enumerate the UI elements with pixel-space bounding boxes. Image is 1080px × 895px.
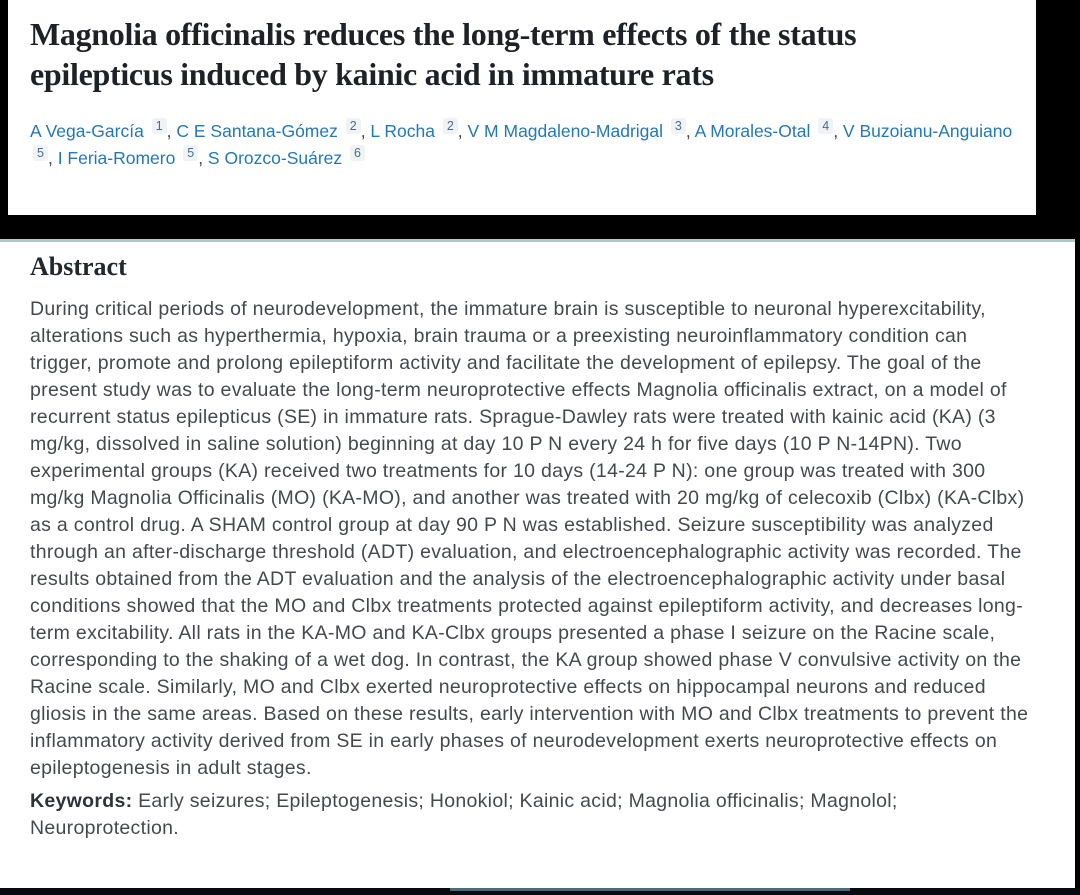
author-affiliation-sup[interactable]: 2 (443, 118, 458, 134)
article-header (8, 0, 1036, 215)
author-link[interactable]: V M Magdaleno-Madrigal (467, 121, 664, 141)
keywords-text: Early seizures; Epileptogenesis; Honokiol; Kainic acid; Magnolia officinalis; Magnolol; Neuroprotection. (30, 790, 898, 839)
keywords-line (30, 788, 1030, 842)
bottom-border-bar (0, 888, 1080, 895)
abstract-text: During critical periods of neurodevelopment, the immature brain is susceptible to neuronal hyperexcitability, alterations such as hyperthermia, hypoxia, brain trauma or a preexisting neuroinflammatory condition can trigger, promote and prolong epileptiform activity and facilitate the development of epilepsy. The goal of the present study was to evaluate the long-term neuroprotective effects Magnolia officinalis extract, on a model of recurrent status epilepticus (SE) in immature rats. Sprague-Dawley rats were treated with kainic acid (KA) (3 mg/kg, dissolved in saline solution) beginning at day 10 P N every 24 h for five days (10 P N-14PN). Two experimental groups (KA) received two treatments for 10 days (14-24 P N): one group was treated with 300 mg/kg Magnolia Officinalis (MO) (KA-MO), and another was treated with 20 mg/kg of celecoxib (Clbx) (KA-Clbx) as a control drug. A SHAM control group at day 90 P N was established. Seizure susceptibility was analyzed through an after-discharge threshold (ADT) evaluation, and electroencephalographic activity was recorded. The results obtained from the ADT evaluation and the analysis of the electroencephalographic activity under basal conditions showed that the MO and Clbx treatments protected against epileptiform activity, and decreases long-term excitability. All rats in the KA-MO and KA-Clbx groups presented a phase I seizure on the Racine scale, corresponding to the shaking of a wet dog. In contrast, the KA group showed phase V convulsive activity on the Racine scale. Similarly, MO and Clbx exerted neuroprotective effects on hippocampal neurons and reduced gliosis in the same areas. Based on these results, early intervention with MO and Clbx treatments to prevent the inflammatory activity derived from SE in early phases of neurodevelopment exerts neuroprotective effects on epileptogenesis in adult stages. (30, 298, 1029, 779)
author-list (30, 118, 1016, 172)
author-separator: , (833, 121, 843, 141)
keywords-label: Keywords: (30, 790, 133, 812)
right-border-bar-bottom (1075, 239, 1080, 888)
author-separator: , (360, 121, 371, 141)
author-affiliation-sup[interactable]: 5 (33, 145, 48, 161)
author-link[interactable]: A Vega-García (30, 121, 144, 141)
author-affiliation-sup[interactable]: 3 (671, 118, 686, 134)
author-separator: , (47, 148, 58, 168)
author-link[interactable]: C E Santana-Gómez (176, 121, 338, 141)
author-separator: , (457, 121, 468, 141)
author-link[interactable]: A Morales-Otal (694, 121, 811, 141)
left-border-bar (0, 0, 8, 215)
author-affiliation-sup[interactable]: 5 (183, 145, 198, 161)
abstract-section (0, 239, 1075, 888)
author-affiliation-sup[interactable]: 1 (152, 118, 167, 134)
author-link[interactable]: L Rocha (370, 121, 435, 141)
right-border-bar-top (1036, 0, 1080, 215)
author-affiliation-sup[interactable]: 4 (818, 118, 833, 134)
author-separator: , (198, 148, 208, 168)
abstract-heading: Abstract (30, 252, 127, 281)
author-link[interactable]: S Orozco-Suárez (207, 148, 343, 168)
article-title: Magnolia officinalis reduces the long-term effects of the status epilepticus induced by kainic acid in immature rats (30, 16, 857, 92)
author-affiliation-sup[interactable]: 6 (350, 145, 365, 161)
section-divider-band (0, 215, 1080, 239)
author-separator: , (166, 121, 177, 141)
author-affiliation-sup[interactable]: 2 (346, 118, 361, 134)
author-link[interactable]: V Buzoianu-Anguiano (842, 121, 1013, 141)
author-link[interactable]: I Feria-Romero (57, 148, 176, 168)
bottom-bar-accent (450, 888, 850, 891)
author-separator: , (685, 121, 695, 141)
